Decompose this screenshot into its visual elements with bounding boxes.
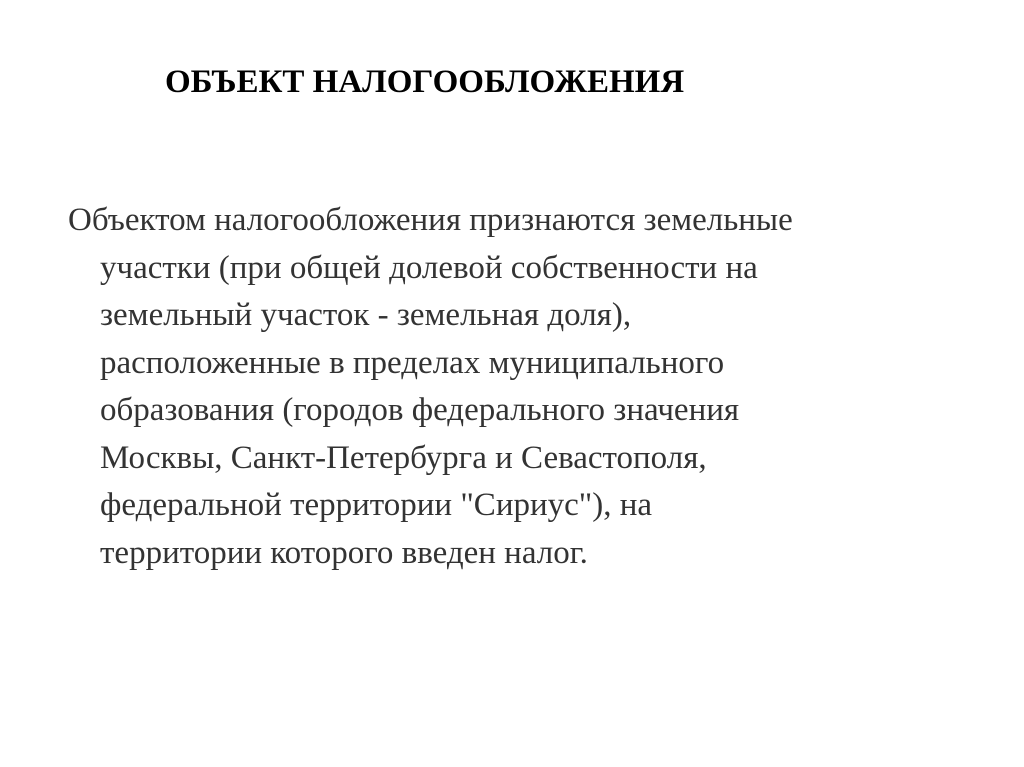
body-line: Москвы, Санкт-Петербурга и Севастополя, <box>100 439 707 476</box>
slide-title: ОБЪЕКТ НАЛОГООБЛОЖЕНИЯ <box>165 64 685 100</box>
body-paragraph <box>68 197 948 577</box>
body-line: образования (городов федерального значения <box>100 392 740 428</box>
body-line: расположенные в пределах муниципального <box>100 344 725 381</box>
body-line: федеральной территории "Сириус"), на <box>100 487 653 523</box>
body-line: участки (при общей долевой собственности на <box>100 249 758 286</box>
body-line: Объектом налогообложения признаются земельные <box>68 202 793 238</box>
body-line: земельный участок - земельная доля), <box>100 297 632 333</box>
body-line: территории которого введен налог. <box>100 534 588 571</box>
